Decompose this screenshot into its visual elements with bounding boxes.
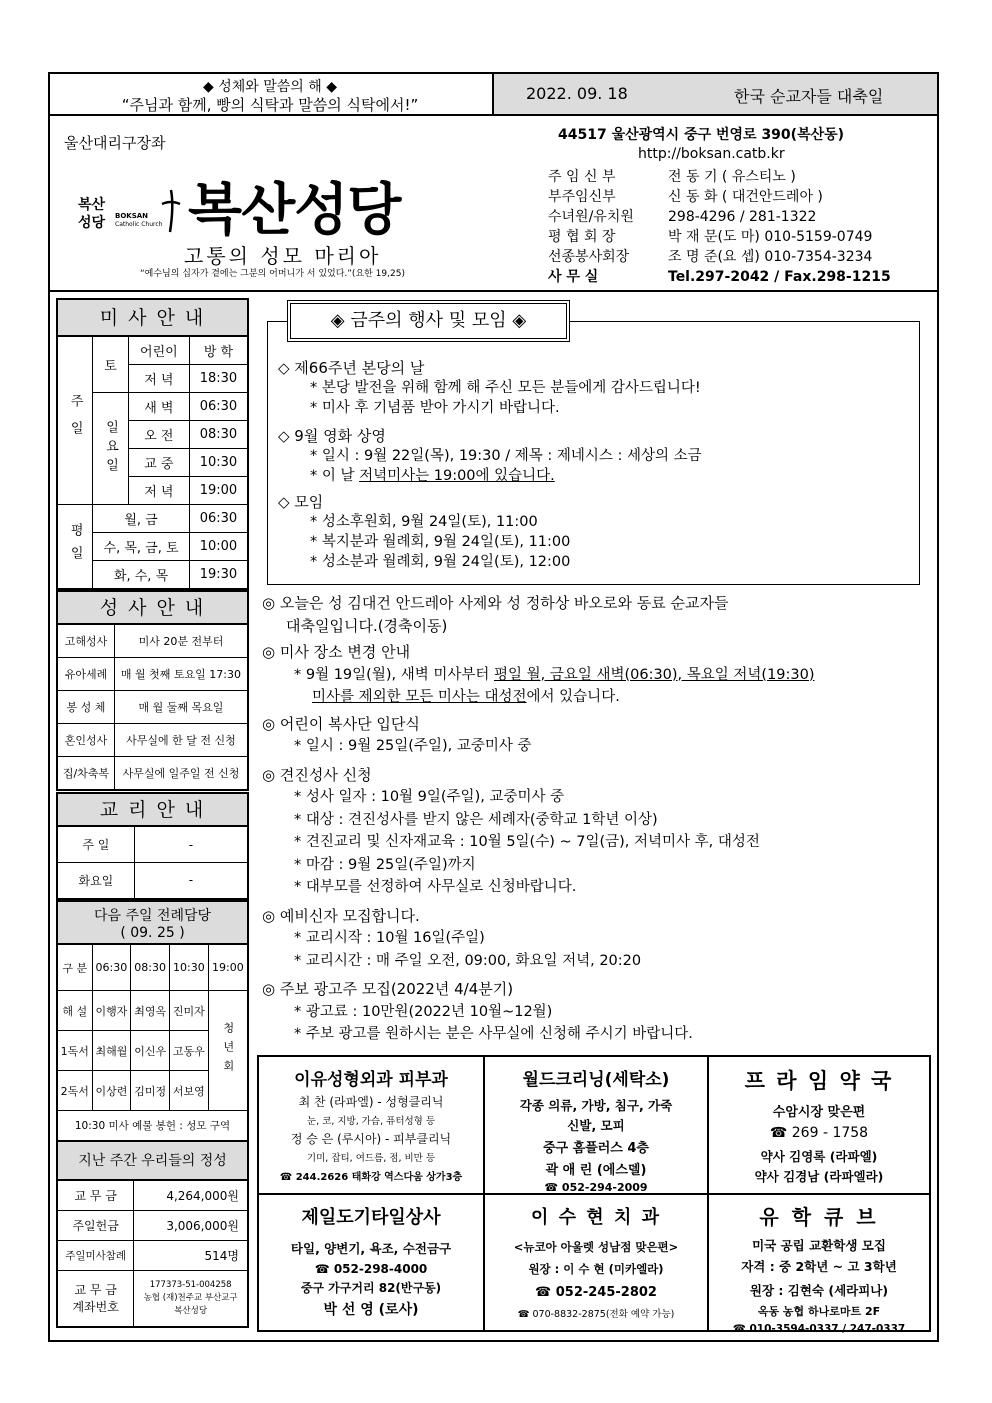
- events-title: ◈ 금주의 행사 및 모임 ◈: [330, 310, 527, 331]
- contact-assistant: 부주임신부 신 동 화 ( 대건안드레아 ): [548, 189, 823, 205]
- contact-office: 사 무 실 Tel.297-2042 / Fax.298-1215: [548, 269, 891, 285]
- top-banner: [48, 72, 939, 116]
- banner-quote: “주님과 함께, 빵의 식탁과 말씀의 식탁에서!”: [121, 96, 419, 114]
- notice-altar-servers: ◎ 어린이 복사단 입단식: [262, 714, 420, 733]
- sacrament-table: 고해성사 미사 20분 전부터 유아세례 매 월 첫째 토요일 17:30 봉 성 체 매 월 둘째 목요일 혼인성사 사무실에 한 달 전 신청 집/차축복 사무실에 일주일 전 신청: [56, 624, 249, 791]
- liturgy-title: 다음 주일 전례담당: [93, 908, 212, 924]
- liturgy-table: 구 분 06:30 08:30 10:30 19:00 해 설 이행자 최영옥 진미자 청년회 1독서 최해월 이신우 고동우 2독서 이상련 김미정 서보영 10:30 미사 예물 봉헌 : 성모 구역: [56, 944, 249, 1142]
- notices: ◎ 오늘은 성 김대건 안드레아 사제와 성 정하상 바오로와 동료 순교자들 대축일입니다.(경축이동) ◎ 미사 장소 변경 안내 * 9월 19일(월), 새벽 미사부터 평일 월, 금요일 새벽(06:30), 목요일 저녁(19:30) 미사를 제외한 모든 미사는 대성전에서 있습니다. ◎ 어린이 복사단 입단식 * 일시 : 9월 25일(주일), 교중미사 중 ◎ 견진성사 신청 * 성사 일자 : 10월 9일(주일), 교중미사 중 * 대상 : 견진성사를 받지 않은 세례자(중학교 1학년 이상) * 견진교리 및 신자재교육 : 10월 5일(수) ~ 7일(금), 저녁미사 후, 대성전 * 마감 : 9월 25일(주일)까지 * 대부모를 선정하여 사무실로 신청바랍니다. ◎ 예비신자 모집합니다. * 교리시작 : 10월 16일(주일) * 교리시간 : 매 주일 오전, 09:00, 화요일 저녁, 20:20 ◎ 주보 광고주 모집(2022년 4/4분기) * 광고료 : 10만원(2022년 10월~12월) * 주보 광고를 원하시는 분은 사무실에 신청해 주시기 바랍니다.: [262, 592, 932, 1046]
- catechism-table: 주 일 - 화요일 -: [56, 826, 249, 900]
- offering-title: 지난 주간 우리들의 정성: [56, 1140, 249, 1180]
- mass-sunday-label: 주일: [57, 337, 93, 505]
- ad-pharmacy: 프 라 임 약 국 수암시장 맞은편 ☎ 269 - 1758 약사 김영록 (라파엘) 약사 김경남 (라파엘라): [744, 1069, 894, 1184]
- diocese-label: 울산대리구장좌: [64, 134, 166, 152]
- patron-quote: “예수님의 십자가 곁에는 그분의 어머니가 서 있었다.”(요한 19,25): [140, 269, 405, 279]
- patron-name: 고통의 성모 마리아: [184, 244, 382, 268]
- offering-table: 교 무 금 4,264,000원 주일헌금 3,006,000원 주일미사참례 514명 교 무 금 계좌번호 177373-51-004258 농협 (재)천주교 부산교구 복산성당: [56, 1180, 249, 1328]
- liturgy-title-box: [56, 900, 249, 944]
- contact-council: 평 협 회 장 박 재 문(도 마) 010-5159-0749: [548, 229, 873, 245]
- events-content: ◇ 제66주년 본당의 날 * 본당 발전을 위해 함께 해 주신 모든 분들에게 감사드립니다! * 미사 후 기념품 받아 가시기 바랍니다. ◇ 9월 영화 상영 * 일시 : 9월 22일(목), 19:30 / 제목 : 제네시스 : 세상의 소금 * 이 날 저녁미사는 19:00에 있습니다. ◇ 모임 * 성소후원회, 9월 24일(토), 11:00 * 복지분과 월례회, 9월 24일(토), 11:00 * 성소분과 월례회, 9월 24일(토), 12:00: [278, 359, 702, 570]
- header: [48, 114, 939, 292]
- church-logo: 복산 성당 BOKSAN Catholic Church: [78, 186, 208, 236]
- notice-catechumen: ◎ 예비신자 모집합니다.: [262, 906, 420, 925]
- bulletin-date: 2022. 09. 18: [526, 84, 628, 103]
- cross-icon: [160, 186, 182, 234]
- sacrament-title: 성 사 안 내: [56, 590, 249, 624]
- ads-grid: [257, 1055, 931, 1335]
- notice-feast: ◎ 오늘은 성 김대건 안드레아 사제와 성 정하상 바오로와 동료 순교자들: [262, 594, 729, 612]
- ad-clinic: 이유성형외과 피부과 최 찬 (라파엘) - 성형클리닉 눈, 코, 지방, 가슴, 퓨터성형 등 정 승 은 (루시아) - 피부클리닉 기미, 잡티, 여드름, 점, 비만 등 ☎ 244.2626 태화강 역스다움 상가3층: [279, 1070, 463, 1183]
- mass-weekday-label: 평일: [57, 505, 93, 589]
- ad-study-abroad: 유 학 큐 브 미국 공립 교환학생 모집 자격 : 중 2학년 ~ 고 3학년 원장 : 김현숙 (세라피나) 옥동 농협 하나로마트 2F ☎ 010-3594-0337 / 247-0337: [732, 1205, 906, 1335]
- contact-funeral: 선종봉사회장 조 명 준(요 셉) 010-7354-3234: [548, 249, 873, 265]
- catechism-title: 교 리 안 내: [56, 792, 249, 826]
- contact-pastor: 주 임 신 부 전 동 기 ( 유스티노 ): [548, 169, 796, 185]
- notice-mass-venue: ◎ 미사 장소 변경 안내: [262, 643, 411, 661]
- ad-dental: 이 수 현 치 과 <뉴코아 아울렛 성남점 맞은편> 원장 : 이 수 현 (미카엘라) ☎ 052-245-2802 ☎ 070-8832-2875(전화 예약 가능): [513, 1207, 679, 1320]
- ad-tiles: 제일도기타일상사 타일, 양변기, 욕조, 수전금구 ☎ 052-298-4000 중구 가구거리 82(반구동) 박 선 영 (로사): [290, 1207, 452, 1318]
- ad-laundry: 월드크리닝(세탁소) 각종 의류, 가방, 침구, 가죽 신발, 모피 중구 홈플러스 4층 곽 애 린 (에스델) ☎ 052-294-2009: [519, 1070, 673, 1194]
- mass-table: 주일 토 어린이 방 학 저 녁 18:30 일요일 새 벽 06:30 오 전 08:30 교 중 10:30 저 녁 19:00 평일 월, 금 06:30 수, 목, 금, 토 10:00 화, 수, 목 19:30: [56, 336, 249, 590]
- notice-advertising: ◎ 주보 광고주 모집(2022년 4/4분기): [262, 980, 514, 998]
- notice-confirmation: ◎ 견진성사 신청: [262, 765, 372, 784]
- church-name: 복산성당: [188, 177, 401, 243]
- feast-name: 한국 순교자들 대축일: [734, 87, 884, 106]
- liturgy-youth: 청년회: [208, 991, 248, 1111]
- banner-title: ◆ 성체와 말씀의 해 ◆: [202, 79, 337, 95]
- address: 44517 울산광역시 중구 번영로 390(복산동): [558, 127, 845, 143]
- events-title-box: [287, 300, 570, 342]
- contact-convent: 수녀원/유치원 298-4296 / 281-1322: [548, 209, 817, 225]
- liturgy-date: ( 09. 25 ): [120, 925, 185, 941]
- mass-title: 미 사 안 내: [56, 298, 249, 336]
- liturgy-note: 10:30 미사 예물 봉헌 : 성모 구역: [57, 1111, 248, 1141]
- website-link[interactable]: http://boksan.catb.kr: [638, 146, 785, 162]
- mass-sat-label: 토: [93, 337, 129, 393]
- account-info: 177373-51-004258 농협 (재)천주교 부산교구 복산성당: [134, 1271, 248, 1327]
- mass-sun-label: 일요일: [93, 393, 129, 505]
- date-box: [492, 74, 937, 114]
